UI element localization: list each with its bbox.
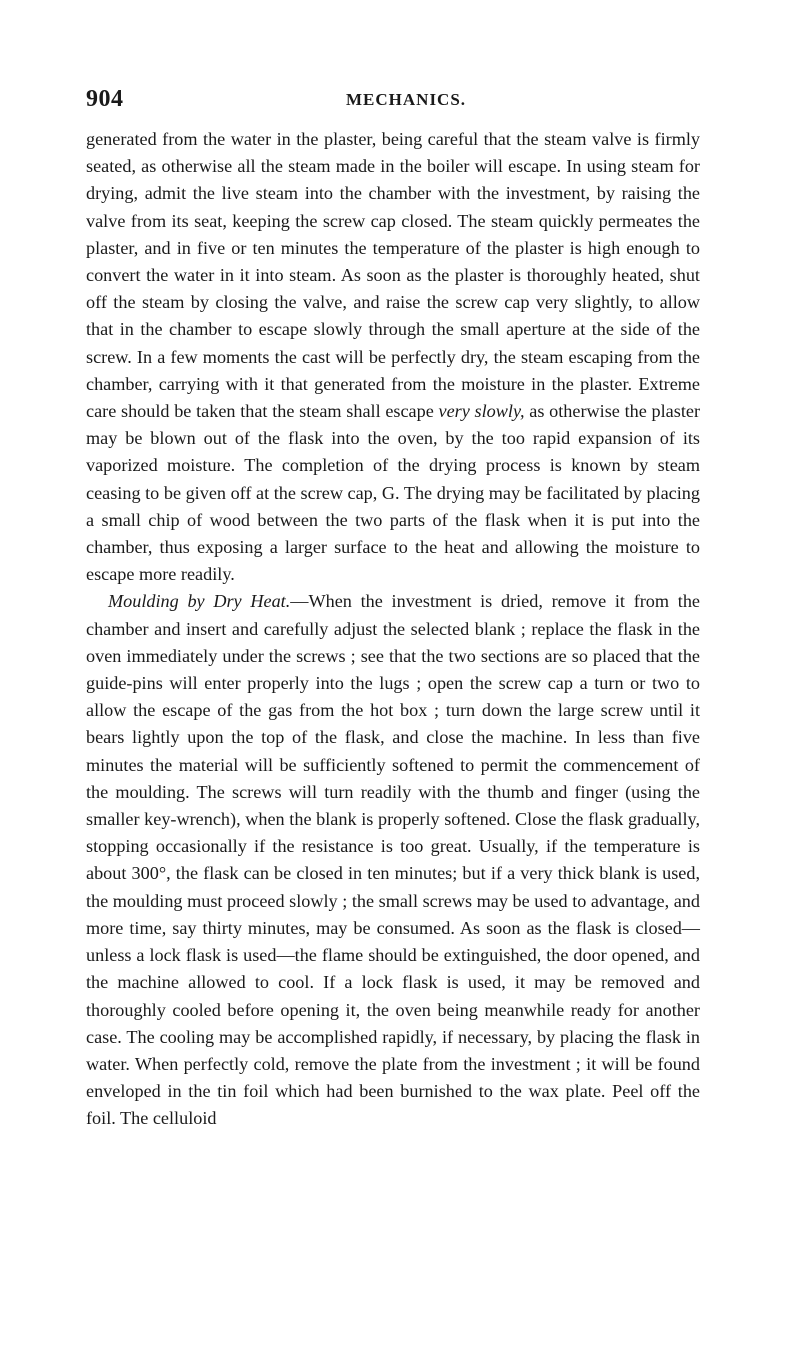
section-heading: Moulding by Dry Heat. [108,591,291,612]
paragraph-text: generated from the water in the plaster, being careful that the steam valve is firmly seated, as otherwise all the steam made in the boiler will escape. In using steam for drying, admit the live steam into the chamber with the investment, by raising the valve from its seat, keeping the screw cap closed. The steam quickly permeates the plaster, and in five or ten minutes the temperature of the plaster is high enough to convert the water in it into steam. As soon as the plaster is thoroughly heated, shut off the steam by closing the valve, and raise the screw cap very slightly, to allow that in the chamber to escape slowly through the small aperture at the side of the screw. In a few moments the cast will be perfectly dry, the steam escaping from the chamber, carrying with it that generated from the moisture in the plaster. Extreme care should be taken that the steam shall escape [86,129,700,422]
paragraph-drying [86,126,700,588]
emphasis-text: very slowly, [438,401,525,422]
body-text [86,126,700,1133]
paragraph-text-continued: as otherwise the plaster may be blown out of the flask into the oven, by the too rapid expansion of its vaporized moisture. The completion of the drying process is known by steam ceasing to be given off at the screw cap, G. The drying may be facilitated by placing a small chip of wood between the two parts of the flask when it is put into the chamber, thus exposing a larger surface to the heat and allowing the moisture to escape more readily. [86,401,701,585]
running-head: MECHANICS. [346,90,467,109]
page-header [86,82,706,116]
page-number: 904 [86,86,124,112]
paragraph-text: —When the investment is dried, remove it from the chamber and insert and carefully adjust the selected blank ; replace the flask in the oven immediately under the screws ; see that the two sections are so placed that the guide-pins will enter properly into the lugs ; open the screw cap a turn or two to allow the escape of the gas from the hot box ; turn down the large screw until it bears lightly upon the top of the flask, and close the machine. In less than five minutes the material will be sufficiently softened to permit the commencement of the moulding. The screws will turn readily with the thumb and finger (using the smaller key-wrench), when the blank is properly softened. Close the flask gradually, stopping occasionally if the resistance is too great. Usually, if the temperature is about 300°, the flask can be closed in ten minutes; but if a very thick blank is used, the moulding must proceed slowly ; the small screws may be used to advantage, and more time, say thirty minutes, may be consumed. As soon as the flask is closed—unless a lock flask is used—the flame should be extinguished, the door opened, and the machine allowed to cool. If a lock flask is used, it may be removed and thoroughly cooled before opening it, the oven being meanwhile ready for another case. The cooling may be accomplished rapidly, if necessary, by placing the flask in water. When perfectly cold, remove the plate from the investment ; it will be found enveloped in the tin foil which had been burnished to the wax plate. Peel off the foil. The celluloid [86,591,701,1129]
paragraph-moulding [86,588,700,1132]
